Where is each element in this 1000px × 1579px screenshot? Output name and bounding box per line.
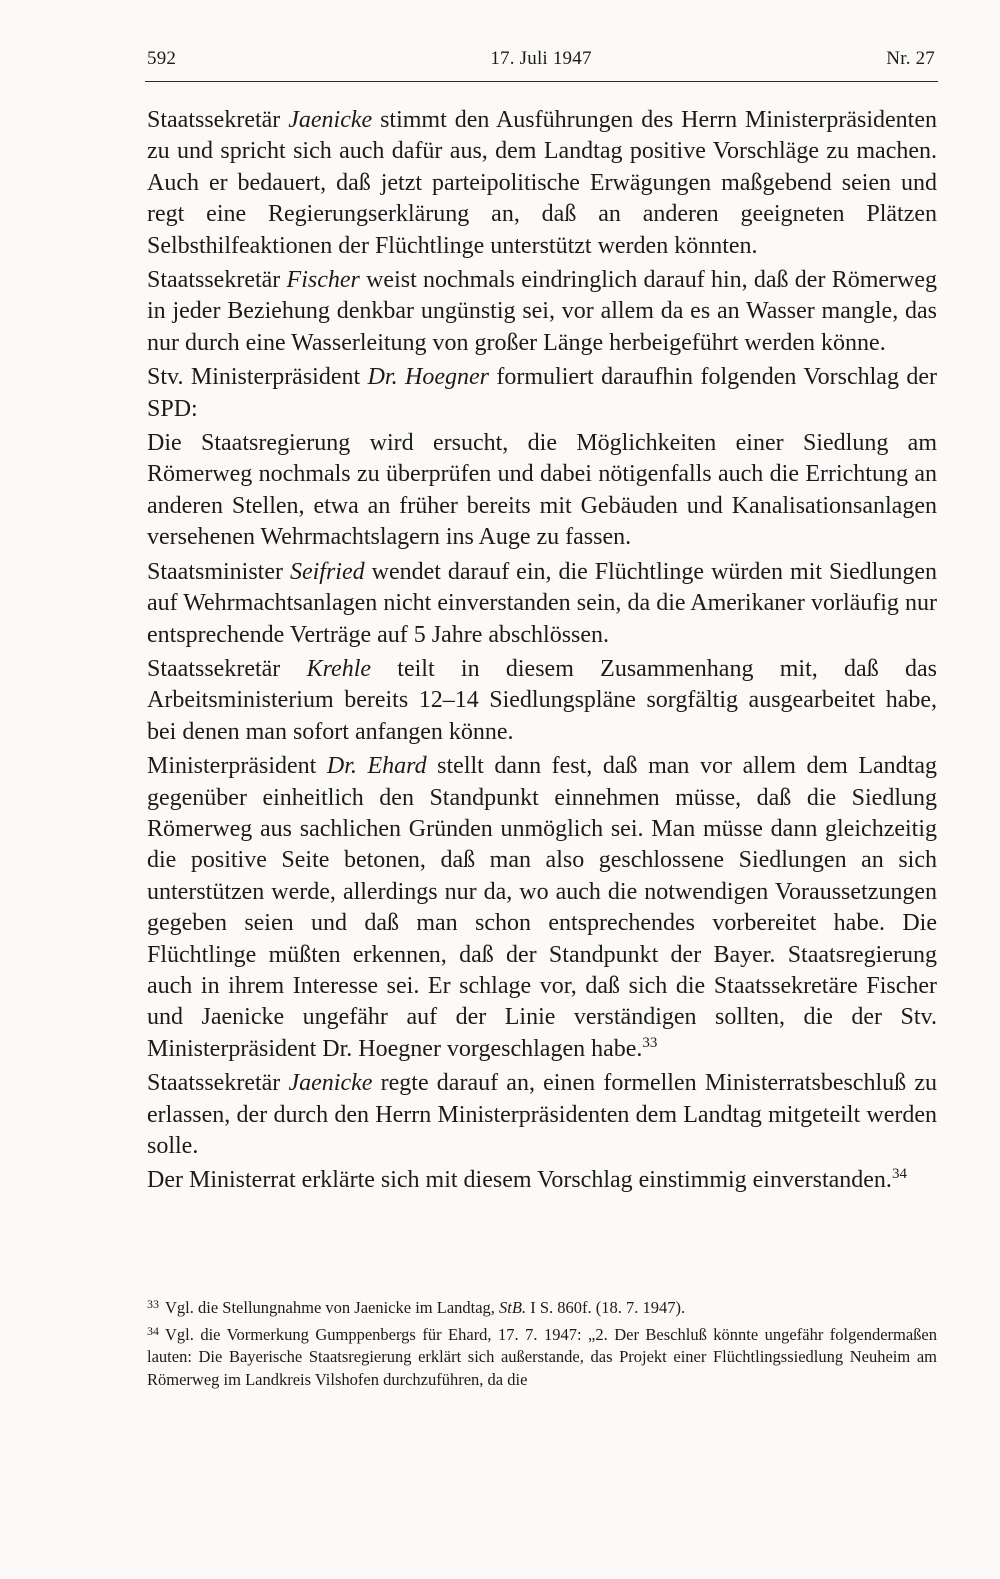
paragraph: Staatssekretär Jaenicke stimmt den Ausführungen des Herrn Ministerpräsidenten zu und spricht sich auch dafür aus, dem Landtag positive Vorschläge zu machen. Auch er bedauert, daß jetzt parteipolitische Erwägungen maßgebend seien und regt eine Regierungserklärung an, daß an anderen geeigneten Plätzen Selbsthilfeaktionen der Flüchtlinge unterstützt werden könnten. [147, 107, 937, 259]
footnote-reference: 34 [891, 1166, 907, 1183]
speaker-name: Fischer [286, 267, 360, 294]
paragraph: Der Ministerrat erklärte sich mit diesem Vorschlag einstimmig einverstanden.$^{34}$ [147, 1166, 907, 1194]
paragraph: Staatsminister Seifried wendet darauf ein, die Flüchtlinge würden mit Siedlungen auf Wehrmachtsanlagen nicht einverstanden sein, da die Amerikaner vorläufig nur entsprechende Verträge auf 5 Jahre abschlössen. [147, 558, 937, 648]
footnote-number: 33 [147, 1297, 159, 1311]
speaker-name: Dr. Ehard [326, 753, 427, 780]
paragraph: Stv. Ministerpräsident Dr. Hoegner formuliert daraufhin folgenden Vorschlag der SPD: [147, 364, 937, 422]
running-header [147, 48, 935, 78]
paragraph: Staatssekretär Fischer weist nochmals eindringlich darauf hin, daß der Römerweg in jeder Beziehung denkbar ungünstig sei, vor allem da es an Wasser mangle, das nur durch eine Wasserleitung von großer Länge herbeigeführt werden könne. [147, 267, 937, 356]
header-rule [145, 81, 938, 82]
footnote-number: 34 [147, 1323, 159, 1338]
speaker-name: Jaenicke [288, 1070, 373, 1097]
speaker-name: Dr. Hoegner [367, 364, 489, 391]
footnote-reference: 33 [642, 1034, 658, 1051]
footnote: $^{34}$ Vgl. die Vormerkung Gumppenbergs für Ehard, 17. 7. 1947: „2. Der Beschluß könnte ungefähr folgendermaßen lauten: Die Bayerische Staatsregierung erklärt sich außerstande, das Projekt einer Flüchtlingssiedlung Neuheim am Römerweg im Landkreis Vilshofen durchzuführen, da die [147, 1323, 937, 1389]
body-text [147, 105, 937, 1200]
header-date: 17. Juli 1947 [490, 48, 592, 69]
paragraph: Staatssekretär Jaenicke regte darauf an, einen formellen Ministerratsbeschluß zu erlassen, der durch den Herrn Ministerpräsidenten dem Landtag mitgeteilt werden solle. [147, 1070, 937, 1159]
footnotes [147, 1293, 937, 1391]
page-number: 592 [147, 48, 177, 69]
paragraph: Die Staatsregierung wird ersucht, die Möglichkeiten einer Siedlung am Römerweg nochmals zu überprüfen und dabei nötigenfalls auch die Errichtung an anderen Stellen, etwa an früher bereits mit Gebäuden und Kanalisationsanlagen versehenen Wehrmachtslagern ins Auge zu fassen. [147, 430, 937, 551]
paragraph: Ministerpräsident Dr. Ehard stellt dann fest, daß man vor allem dem Landtag gegenüber einheitlich den Standpunkt einnehmen müsse, daß die Siedlung Römerweg aus sachlichen Gründen unmöglich sei. Man müsse dann gleichzeitig die positive Seite betonen, daß man also geschlossene Siedlungen an sich unterstützen werde, allerdings nur da, wo auch die notwendigen Voraussetzungen gegeben seien und daß man schon entsprechendes vorbereitet habe. Die Flüchtlinge müßten erkennen, daß der Standpunkt der Bayer. Staatsregierung auch in ihrem Interesse sei. Er schlage vor, daß sich die Staatssekretäre Fischer und Jaenicke ungefähr auf der Linie verständigen sollten, die der Stv. Ministerpräsident Dr. Hoegner vorgeschlagen habe.$^{33}$ [147, 753, 937, 1062]
speaker-name: Krehle [306, 655, 372, 682]
speaker-name: Jaenicke [288, 107, 373, 133]
footnote: $^{33}$ Vgl. die Stellungnahme von Jaenicke im Landtag, StB. I S. 860f. (18. 7. 1947). [147, 1297, 686, 1317]
header-issue-number: Nr. 27 [886, 48, 935, 69]
paragraph: Staatssekretär Krehle teilt in diesem Zusammenhang mit, daß das Arbeitsministerium bereits 12–14 Siedlungspläne sorgfältig ausgearbeitet habe, bei denen man sofort anfangen könne. [147, 655, 937, 745]
speaker-name: Seifried [289, 558, 365, 585]
